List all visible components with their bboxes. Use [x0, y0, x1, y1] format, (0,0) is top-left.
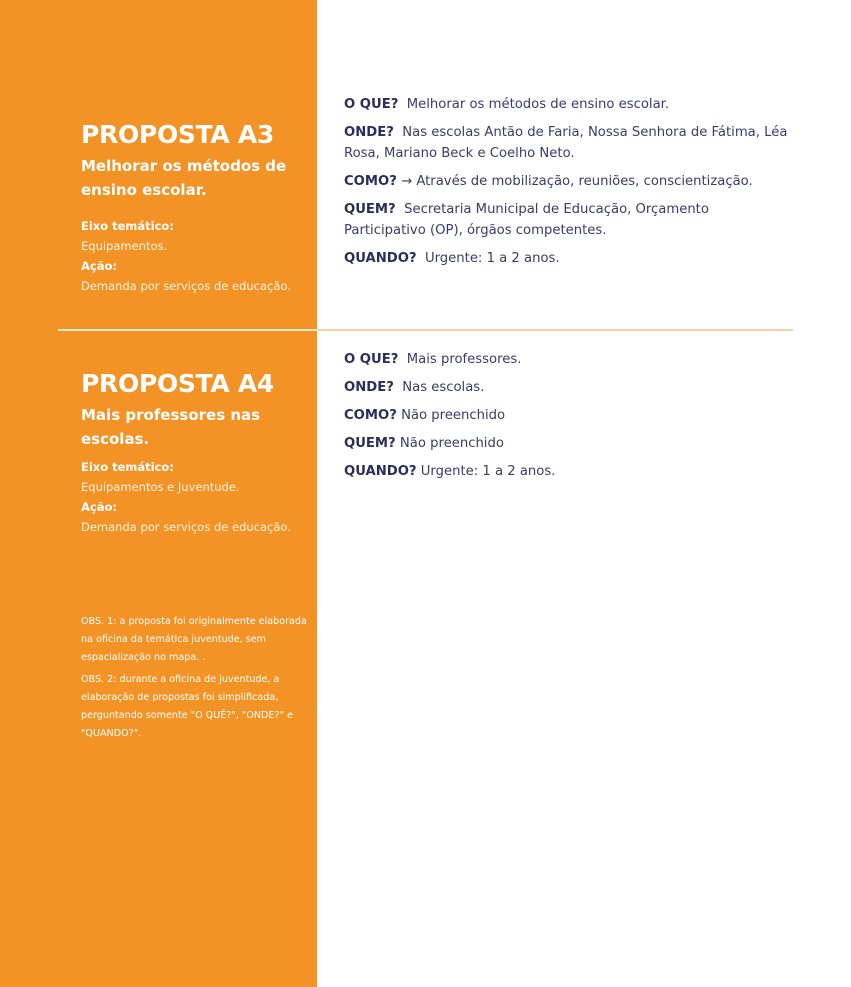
divider-left: [58, 329, 317, 331]
qa-label: COMO?: [344, 174, 397, 189]
acao-label: Ação:: [81, 259, 117, 273]
qa-label: ONDE?: [344, 125, 394, 140]
proposal-meta: [81, 457, 306, 537]
acao-label: Ação:: [81, 500, 117, 514]
qa-item-quem: [344, 433, 794, 454]
obs-note-2: OBS. 2: durante a oficina de juventude, a elaboração de propostas foi simplificada, perguntando somente "O QUÊ?", "ONDE?" e "QUANDO?".: [81, 674, 293, 739]
eixo-value: Equipamentos.: [81, 239, 168, 253]
eixo-value: Equipamentos e Juventude.: [81, 480, 240, 494]
divider-right: [317, 329, 793, 331]
qa-text: Não preenchido: [401, 408, 506, 423]
proposal-a4-details: [344, 349, 794, 489]
qa-text: Nas escolas.: [402, 380, 485, 395]
qa-label: ONDE?: [344, 380, 394, 395]
proposal-subtitle: Mais professores nas escolas.: [81, 406, 261, 448]
proposal-meta: [81, 216, 306, 296]
qa-text: Nas escolas Antão de Faria, Nossa Senhora de Fátima, Léa Rosa, Mariano Beck e Coelho Neto.: [344, 125, 788, 161]
qa-item-como: [344, 405, 794, 426]
qa-text: Melhorar os métodos de ensino escolar.: [406, 97, 670, 112]
proposal-a4-summary: [81, 369, 306, 537]
proposal-a3-details: [344, 94, 794, 276]
qa-label: QUANDO?: [344, 251, 417, 266]
proposal-subtitle: Melhorar os métodos de ensino escolar.: [81, 157, 287, 199]
qa-text: Secretaria Municipal de Educação, Orçamento Participativo (OP), órgãos competentes.: [344, 202, 709, 238]
qa-text: Mais professores.: [406, 352, 522, 367]
proposal-a3-summary: [81, 120, 306, 296]
qa-item-onde: [344, 377, 794, 398]
qa-item-o-que: [344, 349, 794, 370]
qa-label: O QUE?: [344, 352, 399, 367]
qa-label: O QUE?: [344, 97, 399, 112]
qa-item-onde: [344, 122, 794, 164]
qa-label: QUEM?: [344, 436, 396, 451]
qa-label: QUANDO?: [344, 464, 417, 479]
eixo-label: Eixo temático:: [81, 460, 174, 474]
obs-note-1: OBS. 1: a proposta foi originalmente elaborada na oficina da temática juventude, sem espacialização no mapa. .: [81, 616, 307, 663]
qa-item-o-que: [344, 94, 794, 115]
qa-item-quem: [344, 199, 794, 241]
eixo-label: Eixo temático:: [81, 219, 174, 233]
acao-value: Demanda por serviços de educação.: [81, 520, 291, 534]
qa-item-quando: [344, 248, 794, 269]
acao-value: Demanda por serviços de educação.: [81, 279, 291, 293]
proposal-title: PROPOSTA A3: [81, 120, 275, 149]
qa-text: → Através de mobilização, reuniões, conscientização.: [401, 174, 753, 189]
qa-item-como: [344, 171, 794, 192]
qa-text: Não preenchido: [399, 436, 504, 451]
qa-label: COMO?: [344, 408, 397, 423]
proposal-title: PROPOSTA A4: [81, 369, 275, 398]
qa-label: QUEM?: [344, 202, 396, 217]
observations-notes: [81, 613, 311, 747]
qa-item-quando: [344, 461, 794, 482]
qa-text: Urgente: 1 a 2 anos.: [424, 251, 560, 266]
qa-text: Urgente: 1 a 2 anos.: [420, 464, 556, 479]
